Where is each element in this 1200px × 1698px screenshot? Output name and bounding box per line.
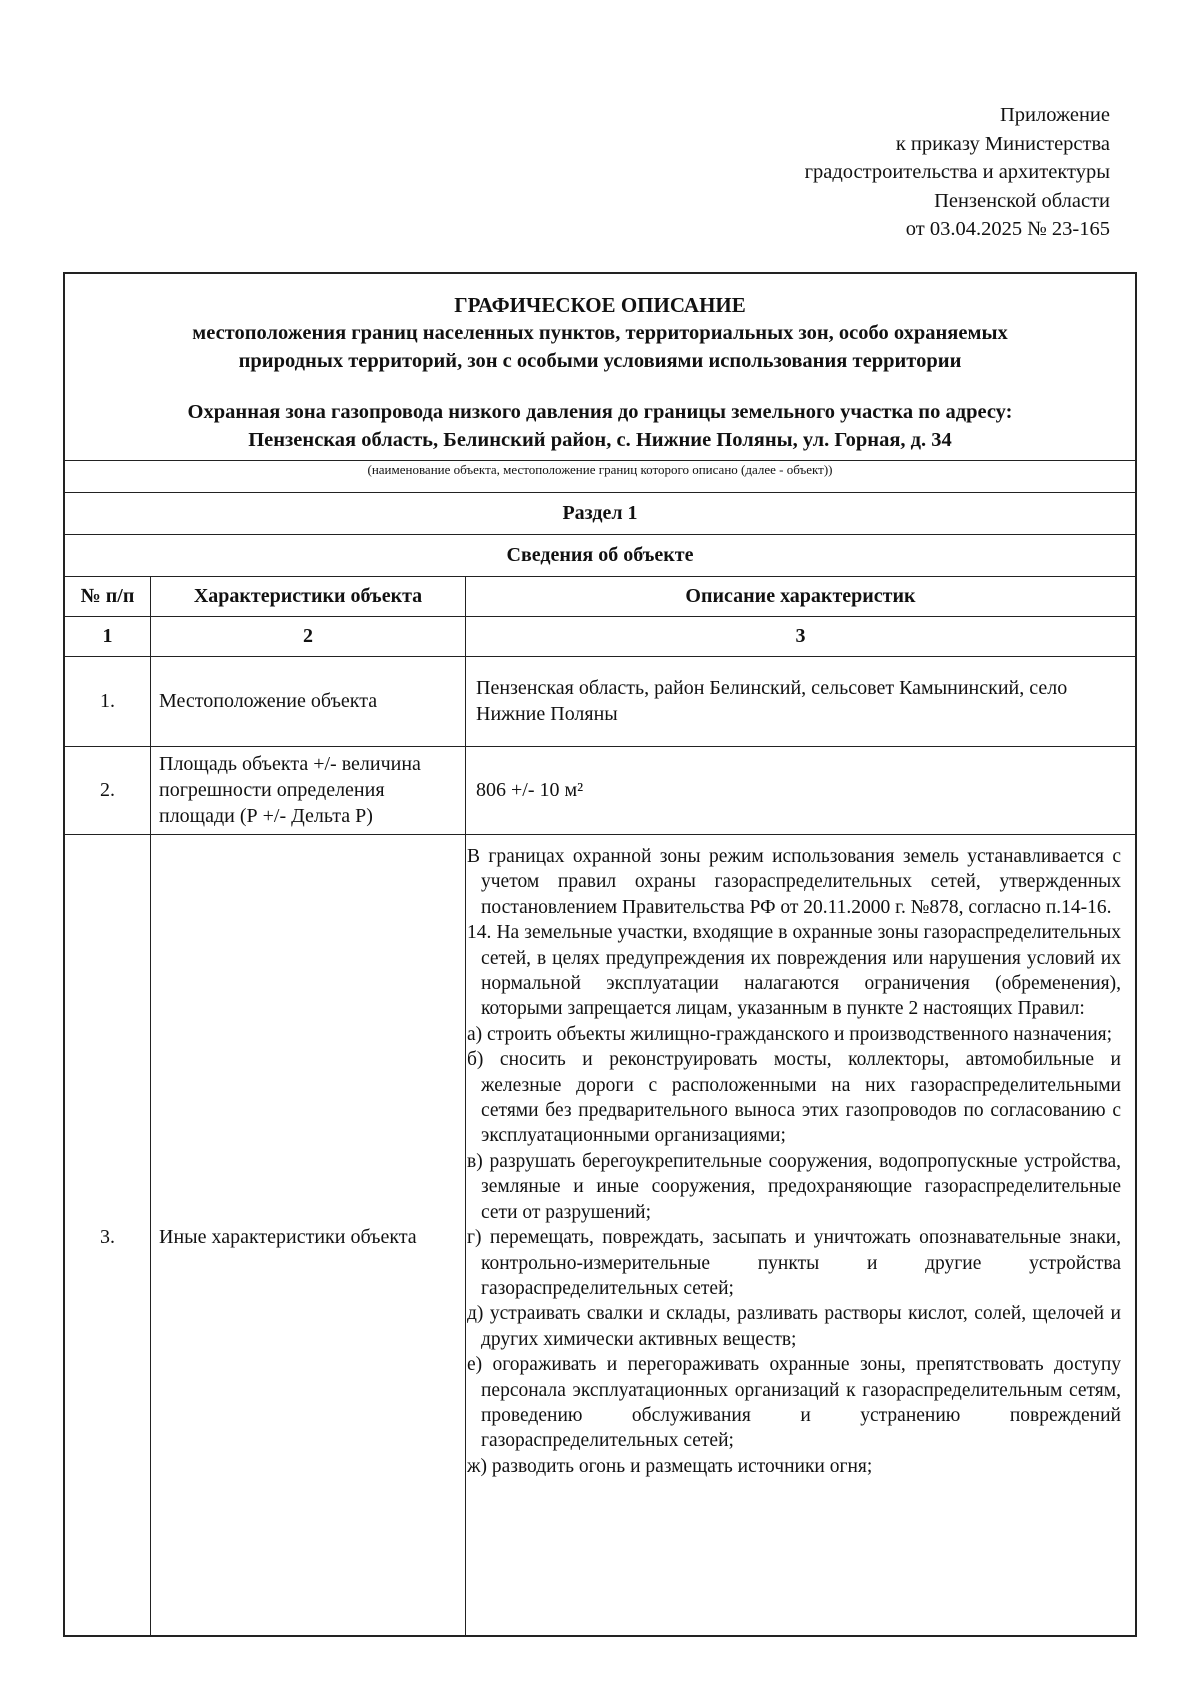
subtitle-line: природных территорий, зон с особыми условиями использования территории: [238, 350, 962, 372]
row-name: Местоположение объекта: [159, 690, 378, 712]
column-number: 2: [303, 625, 313, 647]
object-name: [65, 398, 1135, 454]
appendix-line: к приказу Министерства: [895, 132, 1110, 155]
document-table: [63, 272, 1137, 1637]
row-number: 1.: [100, 690, 115, 712]
divider: [65, 656, 1135, 657]
object-note: (наименование объекта, местоположение границ которого описано (далее - объект)): [367, 462, 833, 477]
paragraph: В границах охранной зоны режим использования земель устанавливается с учетом правил охраны газораспределительных сетей, утвержденных постановлением Правительства РФ от 20.11.2000 г. №878, согласно п.14-16.: [467, 846, 1121, 918]
row-value: Пензенская область, район Белинский, сельсовет Камынинский, село Нижние Поляны: [476, 677, 1068, 725]
divider: [65, 834, 1135, 835]
row-number: 2.: [100, 779, 115, 801]
row-value: 806 +/- 10 м²: [476, 779, 584, 801]
divider: [65, 460, 1135, 461]
divider: [65, 534, 1135, 535]
column-number: 1: [102, 625, 113, 647]
paragraph: 14. На земельные участки, входящие в охранные зоны газораспределительных сетей, в целях предупреждения их повреждения или нарушения условий их нормальной эксплуатации налагаются ограничения (обременения), которыми запрещается лицам, указанным в пункте 2 настоящих Правил:: [467, 922, 1121, 1020]
object-name-line: Охранная зона газопровода низкого давления до границы земельного участка по адресу:: [187, 401, 1013, 423]
divider: [65, 616, 1135, 617]
row-number: 3.: [100, 1225, 115, 1248]
appendix-line: градостроительства и архитектуры: [804, 161, 1110, 183]
row-name: Иные характеристики объекта: [159, 1225, 417, 1248]
divider: [65, 492, 1135, 493]
subtitle-line: местоположения границ населенных пунктов, территориальных зон, особо охраняемых: [192, 322, 1008, 344]
page-title: ГРАФИЧЕСКОЕ ОПИСАНИЕ: [454, 293, 746, 317]
column-number: 3: [795, 625, 806, 647]
column-header-num: № п/п: [80, 585, 135, 607]
paragraph: е) огораживать и перегораживать охранные зоны, препятствовать доступу персонала эксплуатационных организаций к газораспределительным сетям, проведению обслуживания и устранению повреждений газораспределительных сетей;: [467, 1354, 1121, 1452]
section-label: Раздел 1: [562, 502, 638, 524]
column-divider: [150, 576, 151, 1635]
row-value-long: [467, 844, 1121, 1479]
object-name-line: Пензенская область, Белинский район, с. Нижние Поляны, ул. Горная, д. 34: [248, 429, 952, 451]
appendix-block: [610, 101, 1110, 244]
appendix-line: Приложение: [999, 104, 1110, 126]
appendix-line: от 03.04.2025 № 23-165: [905, 218, 1110, 240]
row-name: Площадь объекта +/- величина погрешности определения площади (Р +/- Дельта Р): [159, 753, 421, 827]
paragraph: д) устраивать свалки и склады, разливать растворы кислот, солей, щелочей и других химически активных веществ;: [467, 1303, 1121, 1350]
divider: [65, 746, 1135, 747]
paragraph: г) перемещать, повреждать, засыпать и уничтожать опознавательные знаки, контрольно-измерительные пункты и другие устройства газораспределительных сетей;: [467, 1227, 1121, 1299]
header-block: [65, 291, 1135, 375]
divider: [65, 576, 1135, 577]
column-header-value: Описание характеристик: [685, 585, 916, 607]
paragraph: б) сносить и реконструировать мосты, коллекторы, автомобильные и железные дороги с расположенными на них газораспределительными сетями без предварительного выноса этих газопроводов по согласованию с эксплуатационными организациями;: [467, 1049, 1121, 1147]
paragraph: ж) разводить огонь и размещать источники огня;: [467, 1455, 873, 1477]
appendix-line: Пензенской области: [934, 189, 1110, 212]
section-title: Сведения об объекте: [506, 544, 694, 566]
column-header-name: Характеристики объекта: [193, 585, 423, 607]
paragraph: а) строить объекты жилищно-гражданского и производственного назначения;: [467, 1023, 1113, 1045]
paragraph: в) разрушать берегоукрепительные сооружения, водопропускные устройства, земляные и иные сооружения, предохраняющие газораспределительные сети от разрушений;: [467, 1150, 1121, 1223]
column-divider: [465, 576, 466, 1635]
